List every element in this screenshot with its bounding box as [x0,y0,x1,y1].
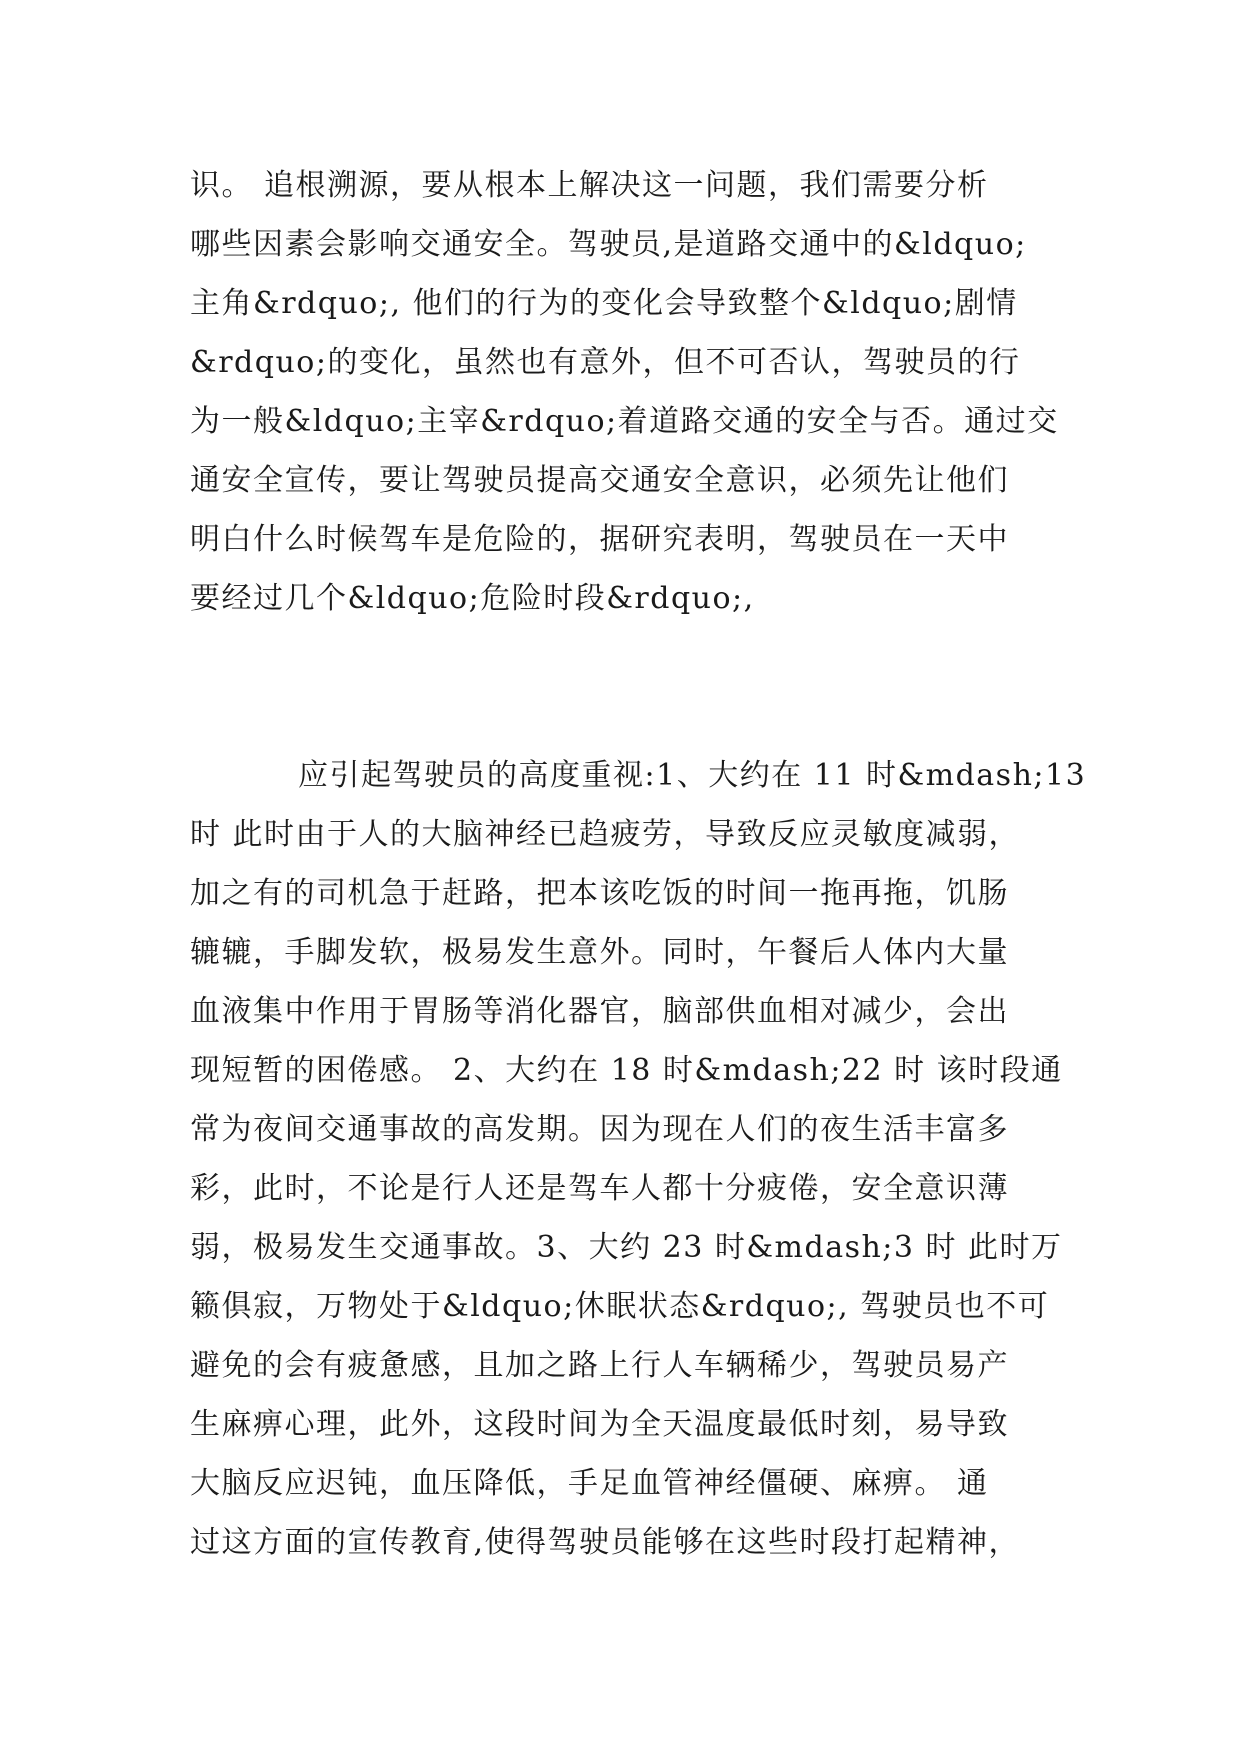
paragraph-line: 要经过几个&ldquo;危险时段&rdquo;, [190,581,755,616]
paragraph-line: 大脑反应迟钝，血压降低，手足血管神经僵硬、麻痹。 通 [190,1466,989,1501]
paragraph-line: 彩，此时，不论是行人还是驾车人都十分疲倦，安全意识薄 [190,1171,1009,1206]
paragraph-line: 哪些因素会影响交通安全。驾驶员,是道路交通中的&ldquo; [190,227,1027,262]
paragraph-line: 过这方面的宣传教育,使得驾驶员能够在这些时段打起精神， [190,1525,1021,1560]
paragraph-line: 生麻痹心理，此外，这段时间为全天温度最低时刻，易导致 [190,1407,1009,1442]
paragraph-line: 弱，极易发生交通事故。3、大约 23 时&mdash;3 时 此时万 [190,1230,1063,1265]
paragraph-line: 时 此时由于人的大脑神经已趋疲劳，导致反应灵敏度减弱， [190,817,1021,852]
paragraph-line: 常为夜间交通事故的高发期。因为现在人们的夜生活丰富多 [190,1112,1009,1147]
paragraph-line: &rdquo;的变化，虽然也有意外，但不可否认，驾驶员的行 [190,345,1021,380]
paragraph-line: 通安全宣传，要让驾驶员提高交通安全意识，必须先让他们 [190,463,1009,498]
paragraph-line: 加之有的司机急于赶路，把本该吃饭的时间一拖再拖，饥肠 [190,876,1009,911]
paragraph-line: 辘辘，手脚发软，极易发生意外。同时，午餐后人体内大量 [190,935,1009,970]
paragraph-line: 明白什么时候驾车是危险的，据研究表明，驾驶员在一天中 [190,522,1009,557]
paragraph-2 [190,746,1087,1572]
paragraph-line: 识。 追根溯源，要从根本上解决这一问题，我们需要分析 [190,168,989,203]
paragraph-line: 为一般&ldquo;主宰&rdquo;着道路交通的安全与否。通过交 [190,404,1059,439]
paragraph-line: 主角&rdquo;, 他们的行为的变化会导致整个&ldquo;剧情 [190,286,1018,321]
paragraph-line: 应引起驾驶员的高度重视:1、大约在 11 时&mdash;13 [298,758,1087,793]
paragraph-line: 避免的会有疲惫感，且加之路上行人车辆稀少，驾驶员易产 [190,1348,1009,1383]
paragraph-line: 籁俱寂，万物处于&ldquo;休眠状态&rdquo;, 驾驶员也不可 [190,1289,1050,1324]
paragraph-1 [190,156,1070,628]
paragraph-line: 血液集中作用于胃肠等消化器官，脑部供血相对减少，会出 [190,994,1009,1029]
paragraph-line: 现短暂的困倦感。 2、大约在 18 时&mdash;22 时 该时段通 [190,1053,1063,1088]
